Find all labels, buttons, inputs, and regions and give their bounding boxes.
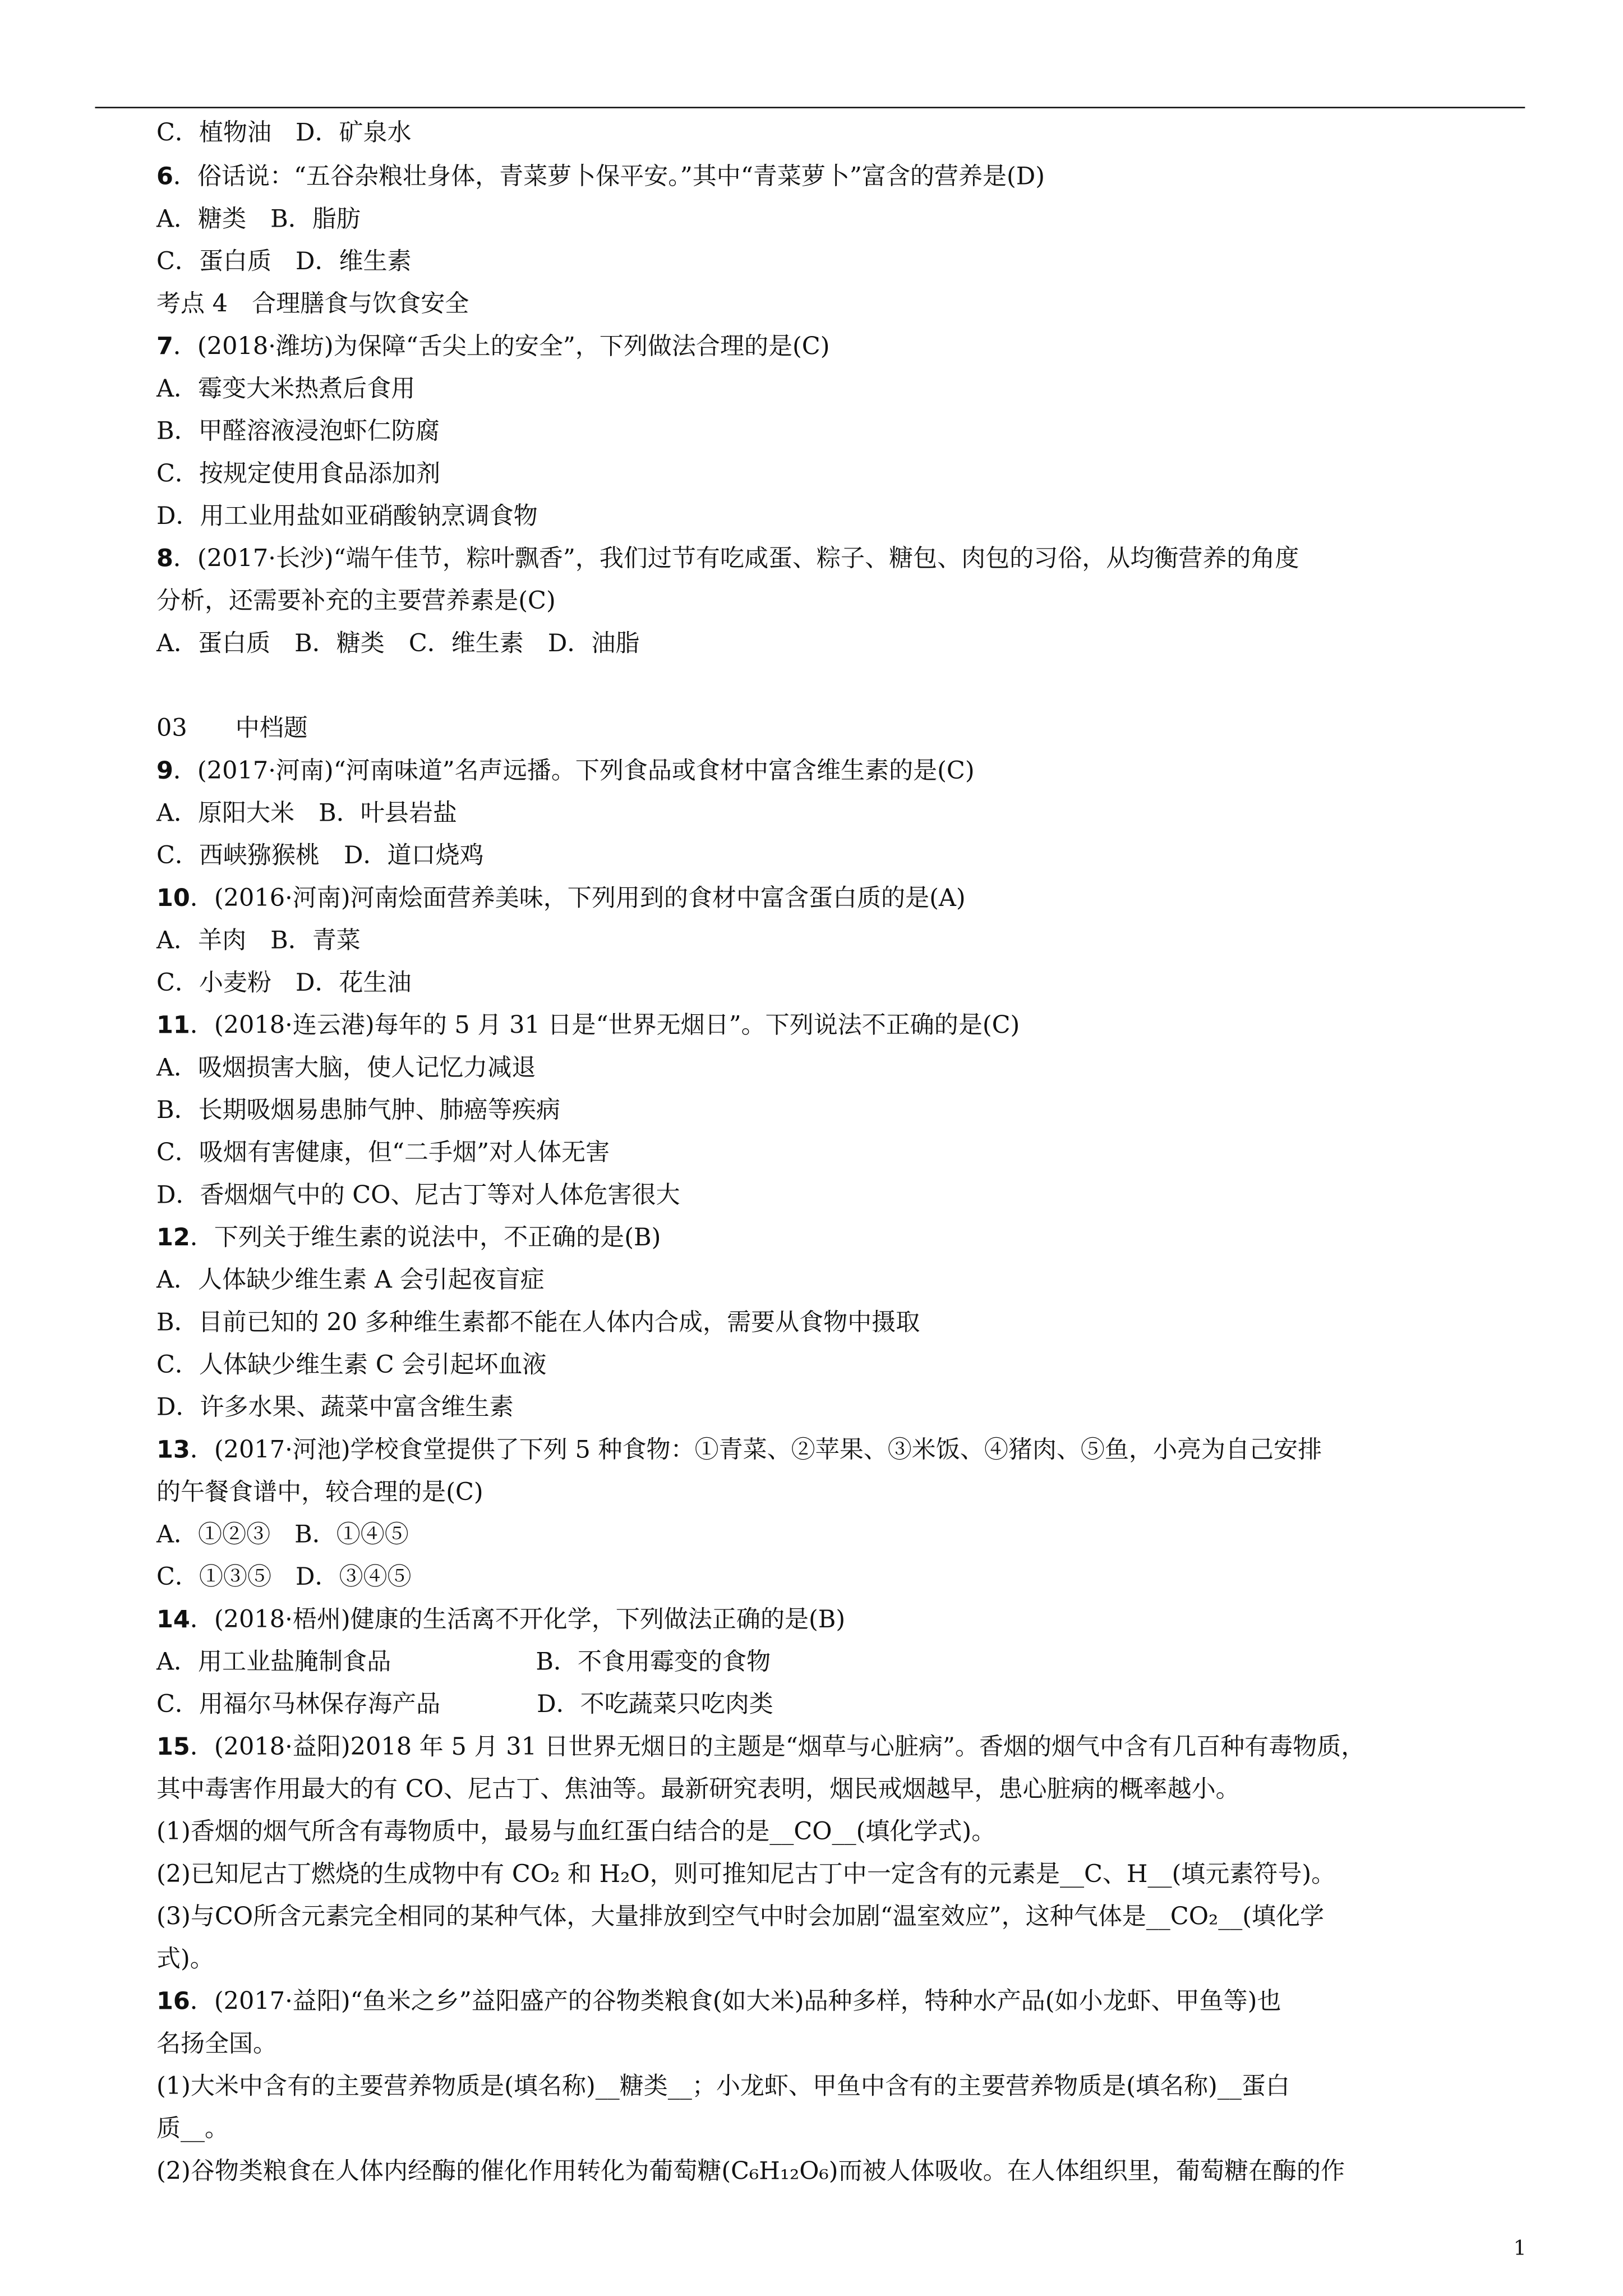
text-line — [156, 1815, 995, 1850]
line-text: (2)谷物类粮食在人体内经酶的催化作用转化为葡萄糖(C₆H₁₂O₆)而被人体吸收。在人体组织里，葡萄糖在酶的作 — [156, 2157, 1345, 2185]
question-number: 13 — [156, 1435, 190, 1464]
line-text: D．许多水果、蔬菜中富含维生素 — [156, 1393, 514, 1421]
line-text: D．香烟烟气中的 CO、尼古丁等对人体危害很大 — [156, 1181, 680, 1209]
text-line — [156, 796, 457, 831]
question-number: 14 — [156, 1605, 190, 1634]
text-line — [156, 1899, 1324, 1935]
line-text: C．吸烟有害健康，但“二手烟”对人体无害 — [156, 1138, 610, 1167]
question-number: 9 — [156, 756, 173, 785]
line-text: A．原阳大米 B．叶县岩盐 — [156, 799, 457, 827]
line-text: ．(2017·益阳)“鱼米之乡”益阳盛产的谷物类粮食(如大米)品种多样，特种水产品(如小龙虾、甲鱼等)也 — [190, 1987, 1281, 2016]
line-text: ．(2018·连云港)每年的 5 月 31 日是“世界无烟日”。下列说法不正确的是(C) — [190, 1011, 1020, 1039]
line-text: B．目前已知的 20 多种维生素都不能在人体内合成，需要从食物中摄取 — [156, 1308, 920, 1336]
text-line — [156, 1603, 845, 1638]
text-line — [156, 1857, 1335, 1892]
line-text: A．蛋白质 B．糖类 C．维生素 D．油脂 — [156, 629, 640, 657]
line-text: C．西峡猕猴桃 D．道口烧鸡 — [156, 841, 484, 869]
text-line — [156, 839, 484, 874]
text-line — [156, 1433, 1322, 1468]
line-text: 分析，还需要补充的主要营养素是(C) — [156, 587, 556, 615]
text-line — [156, 1305, 920, 1341]
line-text: B．长期吸烟易患肺气肿、肺癌等疾病 — [156, 1096, 560, 1124]
line-text: C．按规定使用食品添加剂 — [156, 459, 441, 487]
line-text: ．(2018·梧州)健康的生活离不开化学，下列做法正确的是(B) — [190, 1605, 846, 1634]
question-number: 16 — [156, 1987, 190, 2016]
question-number: 15 — [156, 1732, 190, 1761]
line-text: A．糖类 B．脂肪 — [156, 205, 361, 233]
text-line — [156, 2027, 277, 2062]
text-line — [156, 1178, 680, 1213]
text-line — [156, 627, 639, 662]
text-line — [156, 753, 975, 789]
text-line — [156, 1729, 1365, 1765]
text-line — [156, 2069, 1290, 2105]
line-text: ．(2018·益阳)2018 年 5 月 31 日世界无烟日的主题是“烟草与心脏病”。香烟的烟气中含有几百种有毒物质， — [190, 1732, 1366, 1761]
line-text: 其中毒害作用最大的有 CO、尼古丁、焦油等。最新研究表明，烟民戒烟越早，患心脏病的概率越小。 — [156, 1775, 1240, 1803]
line-text: ．(2018·潍坊)为保障“舌尖上的安全”，下列做法合理的是(C) — [173, 332, 830, 360]
text-line — [156, 1517, 409, 1553]
text-line — [156, 457, 440, 492]
page-number: 1 — [1513, 2237, 1527, 2261]
line-text: ．(2017·长沙)“端午佳节，粽叶飘香”，我们过节有吃咸蛋、粽子、糖包、肉包的习俗，从均衡营养的角度 — [173, 544, 1299, 573]
line-text: 质__。 — [156, 2114, 229, 2143]
text-line — [156, 2154, 1345, 2189]
line-text: (2)已知尼古丁燃烧的生成物中有 CO₂ 和 H₂O，则可推知尼古丁中一定含有的元素是__C、H__(填元素符号)。 — [156, 1860, 1336, 1888]
line-text: 式)。 — [156, 1944, 214, 1973]
question-number: 8 — [156, 544, 173, 573]
line-text: C．蛋白质 D．维生素 — [156, 247, 412, 275]
line-text: A．霉变大米热煮后食用 — [156, 374, 416, 403]
text-line — [156, 1645, 771, 1680]
question-number: 10 — [156, 884, 190, 912]
text-line — [156, 202, 361, 237]
text-line — [156, 1687, 773, 1723]
line-text: A．用工业盐腌制食品 B．不食用霉变的食物 — [156, 1648, 771, 1676]
text-line — [156, 2111, 229, 2147]
text-line — [156, 159, 1045, 195]
line-text: C．用福尔马林保存海产品 D．不吃蔬菜只吃肉类 — [156, 1690, 773, 1718]
text-line — [156, 966, 412, 1001]
text-line — [156, 1051, 536, 1086]
text-line — [156, 1942, 214, 1977]
text-line — [156, 414, 440, 449]
text-line — [156, 1348, 546, 1383]
text-line — [156, 245, 412, 280]
line-text: ．(2017·河池)学校食堂提供了下列 5 种食物：①青菜、②苹果、③米饭、④猪肉、⑤鱼，小亮为自己安排 — [190, 1435, 1322, 1464]
text-line — [156, 923, 361, 959]
text-line — [156, 1221, 661, 1256]
line-text: (1)大米中含有的主要营养物质是(填名称)__糖类__；小龙虾、甲鱼中含有的主要营养物质是(填名称)__蛋白 — [156, 2072, 1290, 2100]
line-text: 名扬全国。 — [156, 2030, 278, 2058]
line-text: A．吸烟损害大脑，使人记忆力减退 — [156, 1053, 536, 1082]
text-line — [156, 1984, 1281, 2019]
line-text: (1)香烟的烟气所含有毒物质中，最易与血红蛋白结合的是__CO__(填化学式)。 — [156, 1818, 996, 1846]
line-text: ．(2016·河南)河南烩面营养美味，下列用到的食材中富含蛋白质的是(A) — [190, 884, 966, 912]
line-text: A．人体缺少维生素 A 会引起夜盲症 — [156, 1266, 545, 1294]
header-rule — [95, 107, 1525, 108]
line-text: (3)与CO所含元素完全相同的某种气体，大量排放到空气中时会加剧“温室效应”，这种气体是__CO₂__(填化学 — [156, 1902, 1325, 1930]
text-line — [156, 1263, 545, 1298]
text-line — [156, 881, 966, 916]
question-number: 12 — [156, 1223, 190, 1251]
text-line — [156, 711, 308, 747]
line-text: A．羊肉 B．青菜 — [156, 926, 361, 954]
text-line — [156, 287, 469, 322]
question-number: 7 — [156, 332, 173, 360]
text-line — [156, 1475, 483, 1511]
line-text: 的午餐食谱中，较合理的是(C) — [156, 1478, 483, 1506]
text-line — [156, 1560, 412, 1595]
text-line — [156, 329, 830, 365]
question-number: 11 — [156, 1011, 190, 1039]
line-text: C．①③⑤ D．③④⑤ — [156, 1563, 412, 1591]
text-line — [156, 1135, 610, 1171]
line-text: C．植物油 D．矿泉水 — [156, 118, 412, 146]
line-text: ．(2017·河南)“河南味道”名声远播。下列食品或食材中富含维生素的是(C) — [173, 756, 975, 785]
line-text: 考点 4 合理膳食与饮食安全 — [156, 289, 469, 318]
text-line — [156, 1772, 1240, 1807]
text-line — [156, 499, 538, 535]
line-text: C．人体缺少维生素 C 会引起坏血液 — [156, 1350, 547, 1379]
text-line — [156, 584, 556, 619]
line-text: C．小麦粉 D．花生油 — [156, 968, 412, 997]
text-line — [156, 541, 1299, 577]
line-text: 03 中档题 — [156, 714, 308, 742]
line-text: B．甲醛溶液浸泡虾仁防腐 — [156, 417, 440, 445]
text-line — [156, 1008, 1020, 1043]
text-line — [156, 372, 415, 407]
line-text: ．下列关于维生素的说法中，不正确的是(B) — [190, 1223, 661, 1251]
text-line — [156, 1093, 560, 1129]
line-text: A．①②③ B．①④⑤ — [156, 1520, 409, 1549]
question-number: 6 — [156, 162, 173, 191]
line-text: ．俗话说：“五谷杂粮壮身体，青菜萝卜保平安。”其中“青菜萝卜”富含的营养是(D) — [173, 162, 1045, 191]
text-line — [156, 116, 412, 151]
text-line — [156, 1390, 514, 1425]
line-text: D．用工业用盐如亚硝酸钠烹调食物 — [156, 501, 538, 530]
